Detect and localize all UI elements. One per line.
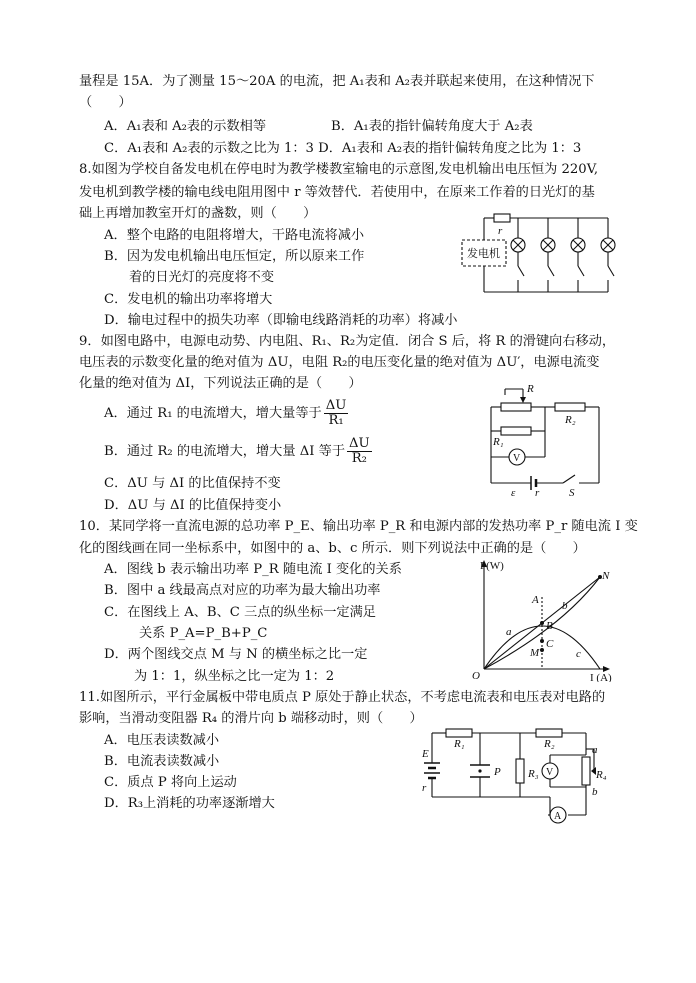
q7-answer-bracket: （ ） [79,95,132,110]
q11-stem-line1: 11.如图所示，平行金属板中带电质点 P 原处于静止状态，不考虑电流表和电压表对电路的 [79,690,606,705]
q11-P-label: P [494,766,501,778]
q8-circuit-figure [458,210,638,300]
q10-option-c: C．在图线上 A、B、C 三点的纵坐标一定满足 [104,605,376,620]
q10-point-N: N [602,570,610,582]
q11-option-c: C．质点 P 将向上运动 [104,775,237,790]
q10-point-C: C [546,638,554,650]
q11-E-label: E [422,748,429,760]
q7-option-a: A．A₁表和 A₂表的示数相等 [104,119,267,134]
q8-stem-line1: 8.如图为学校自备发电机在停电时为教学楼教室输电的示意图,发电机输出电压恒为 220V, [79,162,599,177]
q10-label-a: a [506,626,512,638]
q8-option-c: C．发电机的输出功率将增大 [104,292,273,307]
q9-option-d: D．ΔU 与 ΔI 的比值保持变小 [104,498,282,513]
q10-option-a: A．图线 b 表示输出功率 P_R 随电流 I 变化的关系 [104,562,402,577]
q7-stem-line1: 量程是 15A．为了测量 15～20A 的电流，把 A₁表和 A₂表并联起来使用，在这种情况下 [79,74,595,89]
q9-stem-line1: 9．如图电路中，电源电动势、内电阻、R₁、R₂为定值．闭合 S 后，将 R 的滑键向右移动， [79,334,616,349]
q10-stem-line1: 10．某同学将一直流电源的总功率 P_E、输出功率 P_R 和电源内部的发热功率 P_r 随电流 I 变 [79,519,638,534]
q11-circuit-figure [420,723,615,825]
q11-a-label: a [592,744,598,756]
q9-stem-line3: 化量的绝对值为 ΔI，下列说法正确的是（ ） [79,376,362,391]
q11-ammeter-label: A [554,811,562,822]
q10-option-c-cont: 关系 P_A=P_B+P_C [139,626,268,641]
q11-r-label: r [422,782,427,794]
q11-R4-label: R₄ [596,769,607,781]
q11-R2-label: R₂ [544,738,555,750]
q11-option-d: D．R₃上消耗的功率逐渐增大 [104,796,275,811]
q10-point-A: A [532,594,539,606]
q8-option-a: A．整个电路的电阻将增大，干路电流将减小 [104,228,365,243]
q7-option-cd: C．A₁表和 A₂表的示数之比为 1：3 D．A₁表和 A₂表的指针偏转角度之比为 1：3 [104,141,582,156]
q9-option-b-text: B．通过 R₂ 的电流增大，增大量 ΔI 等于 [104,444,346,459]
q11-b-label: b [592,786,598,798]
q10-graph-figure [466,557,616,682]
q9-voltmeter-label: V [513,453,521,464]
q10-label-b: b [562,600,568,612]
q9-option-a-den: R₁ [328,413,344,428]
q9-stem-line2: 电压表的示数变化量的绝对值为 ΔU，电阻 R₂的电压变化量的绝对值为 ΔU′，电源电流变 [79,355,600,370]
q10-point-M: M [530,647,540,659]
q10-point-B: B [546,620,553,632]
q8-generator-label: 发电机 [467,248,500,260]
q11-stem-line2: 影响，当滑动变阻器 R₄ 的滑片向 b 端移动时，则（ ） [79,711,423,726]
q8-stem-line2: 发电机到教学楼的输电线电阻用图中 r 等效替代．若使用中，在原来工作着的日光灯的基 [79,185,595,200]
q11-R3-label: R₃ [528,768,539,780]
q9-option-c: C．ΔU 与 ΔI 的比值保持不变 [104,476,281,491]
q8-stem-line3: 础上再增加教室开灯的盏数，则（ ） [79,206,317,221]
q9-option-a [104,399,348,428]
q9-R-label: R [527,383,534,395]
q9-option-b-den: R₂ [351,451,367,466]
q7-option-b: B．A₁表的指针偏转角度大于 A₂表 [331,119,533,134]
q9-option-b-fraction [347,437,372,466]
q9-R1-label: R₁ [493,436,504,448]
q10-label-c: c [576,648,581,660]
q8-option-d: D．输电过程中的损失功率（即输电线路消耗的功率）将减小 [104,313,458,328]
q8-r-label: r [498,225,503,237]
q10-stem-line2: 化的图线画在同一坐标系中，如图中的 a、b、c 所示．则下列说法中正确的是（ ） [79,541,586,556]
q11-voltmeter-label: V [546,767,554,778]
q10-x-axis-label: I (A) [590,672,612,682]
q9-emf-label: ε [511,487,516,498]
q11-option-a: A．电压表读数减小 [104,733,220,748]
q9-option-b [104,437,372,466]
q9-r-label: r [535,487,540,498]
q10-origin-label: O [472,670,480,682]
q10-option-d: D．两个图线交点 M 与 N 的横坐标之比一定 [104,647,368,662]
q9-option-a-fraction [324,399,349,428]
q9-S-label: S [569,487,575,498]
q11-R1-label: R₁ [454,738,465,750]
q9-circuit-figure [485,383,605,498]
q10-y-axis-label: P(W) [480,560,504,572]
q9-option-a-text: A．通过 R₁ 的电流增大，增大量等于 [104,406,322,421]
q8-option-b: B．因为发电机输出电压恒定，所以原来工作 [104,249,365,264]
q8-option-b-cont: 着的日光灯的亮度将不变 [129,270,275,285]
q11-option-b: B．电流表读数减小 [104,754,220,769]
q9-R2-label: R₂ [565,414,576,426]
q10-option-d-cont: 为 1：1，纵坐标之比一定为 1：2 [134,669,335,684]
q9-option-a-num: ΔU [325,398,347,413]
q9-option-b-num: ΔU [349,436,370,451]
q8-lamp-branches [511,218,615,292]
q10-option-b: B．图中 a 线最高点对应的功率为最大输出功率 [104,583,381,598]
